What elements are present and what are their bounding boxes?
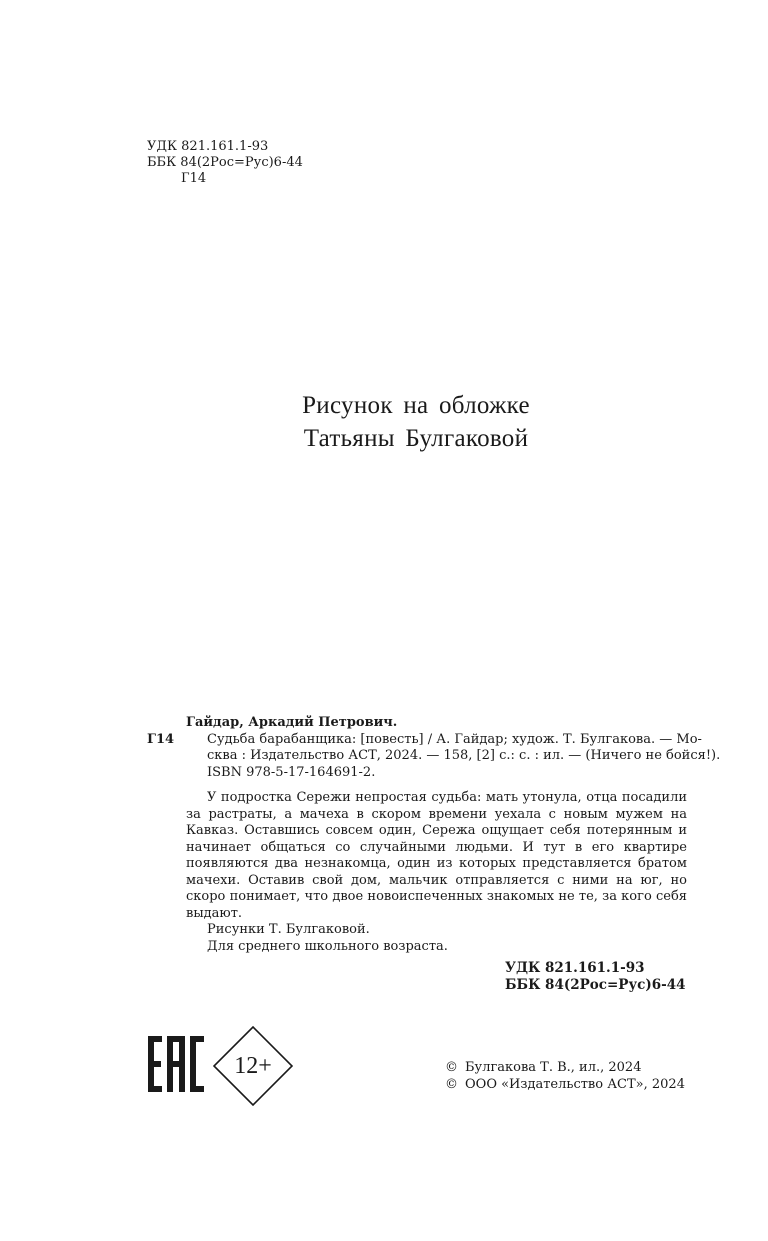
copyright-notices (445, 1059, 685, 1093)
age-rating-badge (213, 1026, 293, 1106)
copyright-line-2: © ООО «Издательство АСТ», 2024 (445, 1077, 685, 1092)
record-title-line-2: сква : Издательство АСТ, 2024. — 158, [2] с.: с. : ил. — (Ничего не бойся!). (207, 748, 721, 763)
record-isbn: ISBN 978-5-17-164691-2. (207, 764, 376, 780)
cover-credit-line-1: Рисунок на обложке (302, 392, 530, 419)
record-title-line-1: Судьба барабанщика: [повесть] / А. Гайдар; худож. Т. Булгакова. — Мо- (207, 731, 702, 747)
classification-codes-top (147, 139, 303, 187)
copyright-symbol: © (445, 1060, 458, 1075)
bbk-code: ББК 84(2Рос=Рус)6-44 (147, 155, 303, 170)
author-mark: Г14 (181, 171, 207, 186)
cover-credit-line-2: Татьяны Булгаковой (303, 425, 529, 452)
cover-illustration-credit (0, 389, 768, 455)
copyright-line-1: © Булгакова Т. В., ил., 2024 (445, 1060, 642, 1075)
record-title-row (147, 731, 702, 749)
eac-conformity-icon (148, 1036, 204, 1098)
record-audience: Для среднего школьного возраста. (207, 938, 448, 954)
copyright-symbol: © (445, 1077, 458, 1092)
record-illustrations: Рисунки Т. Булгаковой. (207, 922, 370, 937)
record-author-mark: Г14 (147, 731, 175, 747)
record-annotation: У подростка Сережи непростая судьба: мать утонула, отца посадили за растраты, а мачеха в скором времени уехала с новым мужем на Кавказ. Оставшись совсем один, Сережа ощущает себя потерянным и начинает общаться со случайными людьми. И тут в его квартире появляются два незнакомца, один из которых представляется братом мачехи. Оставив свой дом, мальчик отправляется с ними на юг, но скоро понимает, что двое новоиспеченных знакомых не те, за кого себя выдают. (186, 790, 687, 921)
bibliographic-record (147, 715, 721, 955)
age-rating-label: 12+ (234, 1052, 272, 1079)
record-author: Гайдар, Аркадий Петрович. (186, 715, 398, 730)
record-annotation-block (147, 790, 687, 955)
udk-code: УДК 821.161.1-93 (147, 139, 269, 154)
classification-codes-bottom (505, 960, 686, 994)
bbk-code-bold: ББК 84(2Рос=Рус)6-44 (505, 977, 686, 993)
udk-code-bold: УДК 821.161.1-93 (505, 960, 645, 976)
